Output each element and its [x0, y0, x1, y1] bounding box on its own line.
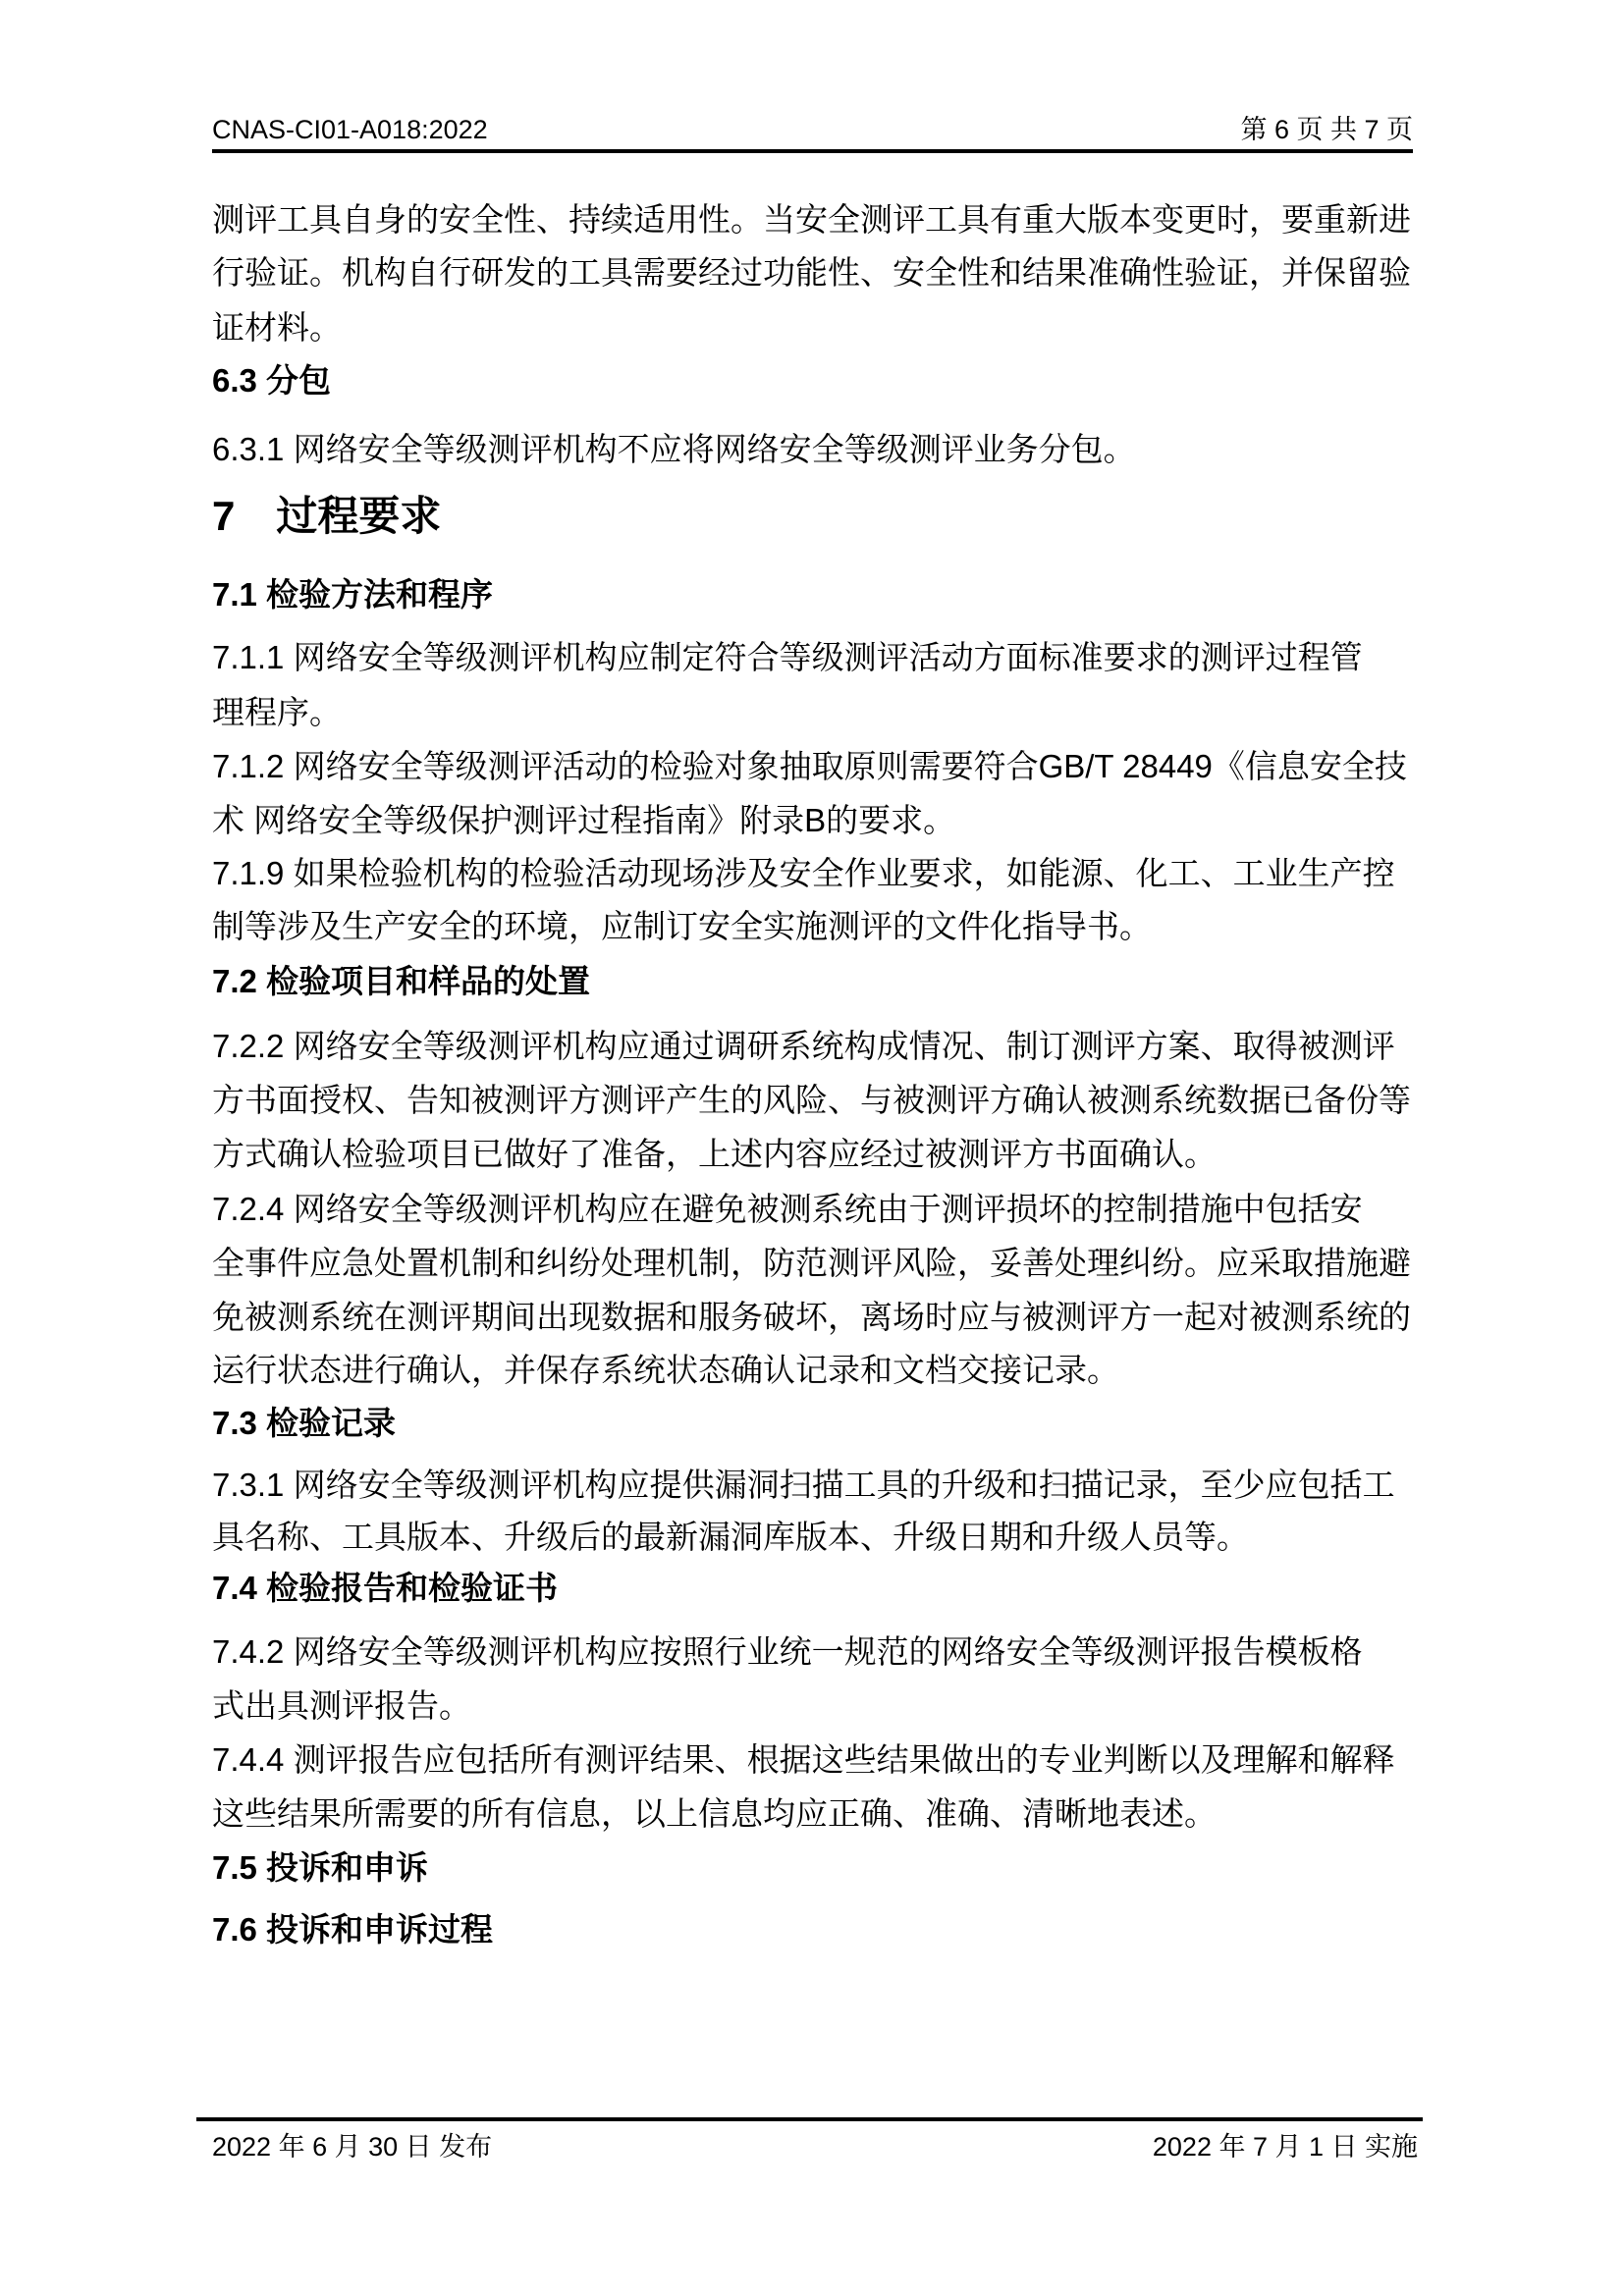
section-heading-7-6: 7.6 投诉和申诉过程: [212, 1911, 494, 1948]
paragraph-line: 证材料。: [212, 309, 342, 346]
paragraph-line: 运行状态进行确认，并保存系统状态确认记录和文档交接记录。: [212, 1352, 1119, 1388]
paragraph-line: 具名称、工具版本、升级后的最新漏洞库版本、升级日期和升级人员等。: [212, 1519, 1249, 1555]
paragraph-line: 方式确认检验项目已做好了准备，上述内容应经过被测评方书面确认。: [212, 1136, 1217, 1172]
paragraph-line: 方书面授权、告知被测评方测评产生的风险、与被测评方确认被测系统数据已备份等: [212, 1082, 1411, 1118]
paragraph-line: 7.4.2 网络安全等级测评机构应按照行业统一规范的网络安全等级测评报告模板格: [212, 1633, 1363, 1670]
chapter-heading-7: 7 过程要求: [212, 493, 442, 539]
paragraph-line: 7.2.4 网络安全等级测评机构应在避免被测系统由于测评损坏的控制措施中包括安: [212, 1191, 1363, 1227]
issue-date: 2022 年 6 月 30 日 发布: [212, 2132, 493, 2162]
section-heading-6-3: 6.3 分包: [212, 362, 332, 399]
footer-rule: [196, 2117, 1423, 2121]
section-heading-7-5: 7.5 投诉和申诉: [212, 1849, 429, 1886]
paragraph-line: 这些结果所需要的所有信息，以上信息均应正确、准确、清晰地表述。: [212, 1795, 1217, 1832]
section-heading-7-2: 7.2 检验项目和样品的处置: [212, 963, 591, 999]
paragraph-line: 7.1.2 网络安全等级测评活动的检验对象抽取原则需要符合GB/T 28449《信息安全技: [212, 748, 1407, 784]
paragraph-line: 免被测系统在测评期间出现数据和服务破坏，离场时应与被测评方一起对被测系统的: [212, 1299, 1411, 1335]
document-number: CNAS-CI01-A018:2022: [212, 115, 488, 144]
paragraph-line: 7.4.4 测评报告应包括所有测评结果、根据这些结果做出的专业判断以及理解和解释: [212, 1741, 1395, 1778]
paragraph-line: 制等涉及生产安全的环境，应制订安全实施测评的文件化指导书。: [212, 908, 1152, 944]
paragraph-line: 7.2.2 网络安全等级测评机构应通过调研系统构成情况、制订测评方案、取得被测评: [212, 1028, 1395, 1064]
paragraph-line: 术 网络安全等级保护测评过程指南》附录B的要求。: [212, 802, 956, 838]
header-rule: [212, 149, 1413, 153]
paragraph-line: 全事件应急处置机制和纠纷处理机制，防范测评风险，妥善处理纠纷。应采取措施避: [212, 1245, 1411, 1281]
page-indicator: 第 6 页 共 7 页: [1240, 115, 1413, 144]
section-heading-7-4: 7.4 检验报告和检验证书: [212, 1570, 559, 1606]
paragraph-line: 7.3.1 网络安全等级测评机构应提供漏洞扫描工具的升级和扫描记录，至少应包括工: [212, 1467, 1395, 1503]
section-heading-7-3: 7.3 检验记录: [212, 1405, 397, 1441]
paragraph-line: 7.1.1 网络安全等级测评机构应制定符合等级测评活动方面标准要求的测评过程管: [212, 639, 1363, 675]
paragraph-line: 7.1.9 如果检验机构的检验活动现场涉及安全作业要求，如能源、化工、工业生产控: [212, 855, 1395, 891]
paragraph-line: 理程序。: [212, 694, 342, 730]
section-heading-7-1: 7.1 检验方法和程序: [212, 576, 494, 613]
paragraph-line: 6.3.1 网络安全等级测评机构不应将网络安全等级测评业务分包。: [212, 431, 1136, 467]
paragraph-line: 式出具测评报告。: [212, 1687, 471, 1724]
implement-date: 2022 年 7 月 1 日 实施: [1152, 2132, 1418, 2162]
paragraph-line: 行验证。机构自行研发的工具需要经过功能性、安全性和结果准确性验证，并保留验: [212, 254, 1411, 291]
paragraph-line: 测评工具自身的安全性、持续适用性。当安全测评工具有重大版本变更时，要重新进: [212, 201, 1411, 238]
page-header: [212, 116, 1413, 143]
page-footer: [212, 2132, 1418, 2162]
